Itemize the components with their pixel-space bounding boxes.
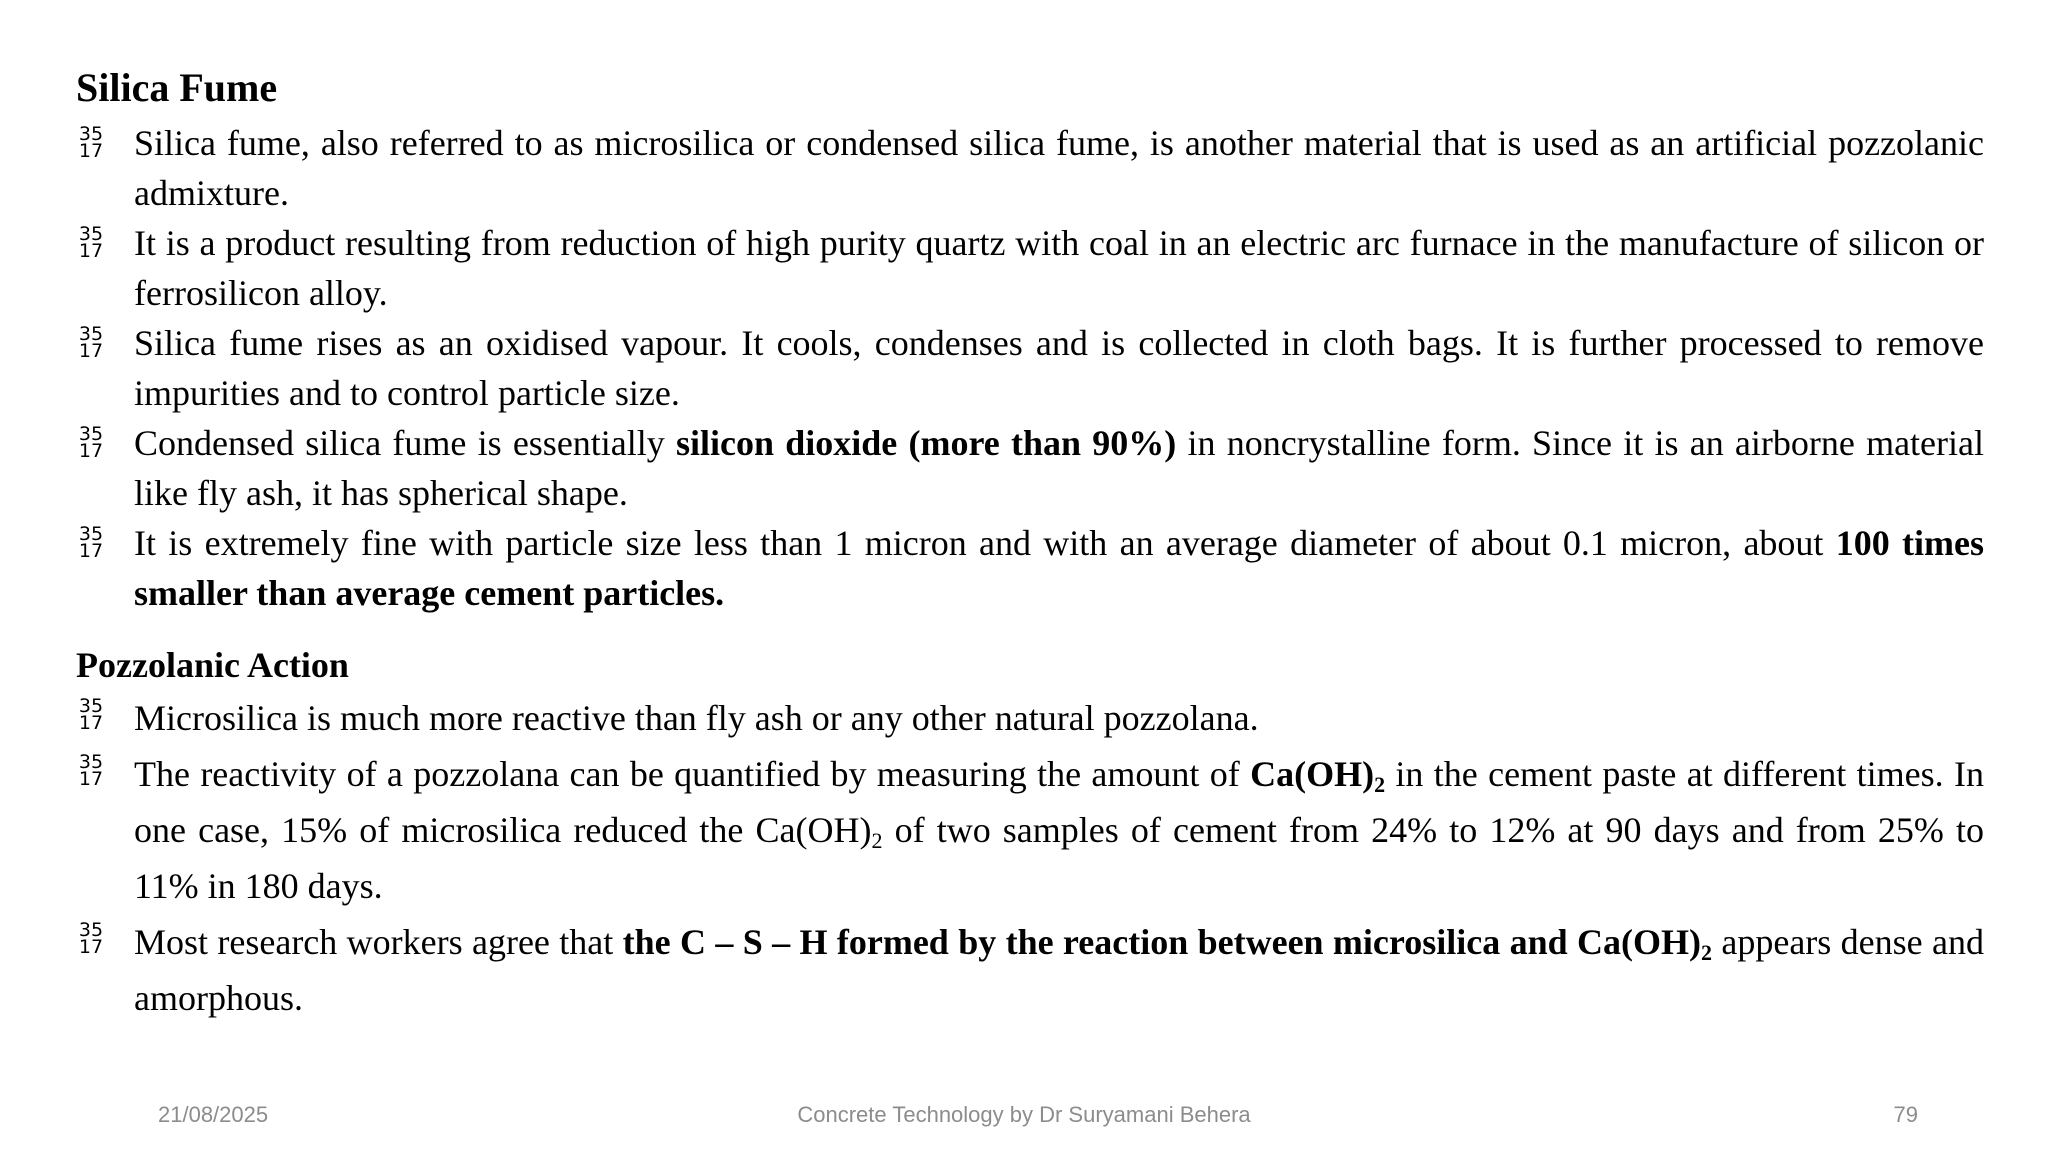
- bullet-text: It is extremely fine with particle size less than 1 micron and with an average diameter of about 0.1 micron, about 100 times smaller than average cement particles.: [134, 523, 1984, 613]
- bold-text: $Ca(OH)_2$: [1250, 754, 1386, 797]
- list-item: [76, 418, 1984, 518]
- list-item: [76, 690, 1984, 746]
- list-item: [76, 518, 1984, 618]
- heading-silica-fume: Silica Fume: [76, 65, 278, 110]
- bullet-icon: 35 17: [78, 223, 104, 262]
- bullet-icon: 35 17: [78, 123, 104, 162]
- bold-text: 100 times smaller than average cement particles.: [134, 523, 1984, 613]
- footer-date: 21/08/2025: [158, 1102, 269, 1127]
- bullet-icon: 35 17: [78, 751, 104, 790]
- slide-content: [76, 58, 1984, 1026]
- heading-pozzolanic-action: Pozzolanic Action: [76, 645, 349, 685]
- bullet-icon: 35 17: [78, 919, 104, 958]
- list-item: [76, 914, 1984, 1026]
- bullet-text: The reactivity of a pozzolana can be quantified by measuring the amount of $Ca(OH)_2$ in the cement paste at different times. In one case, 15% of microsilica reduced the $Ca(OH)_2$ of two samples of cement from 24% to 12% at 90 days and from 25% to 11% in 180 days.: [134, 754, 1984, 906]
- footer-title: Concrete Technology by Dr Suryamani Behera: [797, 1102, 1251, 1127]
- list-item: [76, 118, 1984, 218]
- bullet-icon: 35 17: [78, 323, 104, 362]
- pozzolanic-action-bullet-list: [76, 690, 1984, 1026]
- bullet-text: Condensed silica fume is essentially silicon dioxide (more than 90%) in noncrystalline form. Since it is an airborne material like fly ash, it has spherical shape.: [134, 423, 1985, 513]
- silica-fume-bullet-list: [76, 118, 1984, 618]
- bullet-icon: 35 17: [78, 523, 104, 562]
- bold-text: the C – S – H formed by the reaction between microsilica and $Ca(OH)_2$: [622, 922, 1712, 965]
- bullet-text: Silica fume, also referred to as microsilica or condensed silica fume, is another material that is used as an artificial pozzolanic admixture.: [134, 123, 1984, 213]
- list-item: [76, 318, 1984, 418]
- footer-page-number: 79: [1893, 1102, 1918, 1127]
- bullet-text: Most research workers agree that the C – S – H formed by the reaction between microsilica and $Ca(OH)_2$ appears dense and amorphous.: [134, 922, 1984, 1018]
- list-item: [76, 746, 1984, 914]
- bullet-text: Microsilica is much more reactive than fly ash or any other natural pozzolana.: [134, 698, 1259, 738]
- bullet-icon: 35 17: [78, 423, 104, 462]
- bullet-icon: 35 17: [78, 695, 104, 734]
- list-item: [76, 218, 1984, 318]
- bullet-text: It is a product resulting from reduction of high purity quartz with coal in an electric arc furnace in the manufacture of silicon or ferrosilicon alloy.: [134, 223, 1984, 313]
- bullet-text: Silica fume rises as an oxidised vapour. It cools, condenses and is collected in cloth bags. It is further processed to remove impurities and to control particle size.: [134, 323, 1984, 413]
- bold-text: silicon dioxide (more than 90%): [676, 423, 1177, 463]
